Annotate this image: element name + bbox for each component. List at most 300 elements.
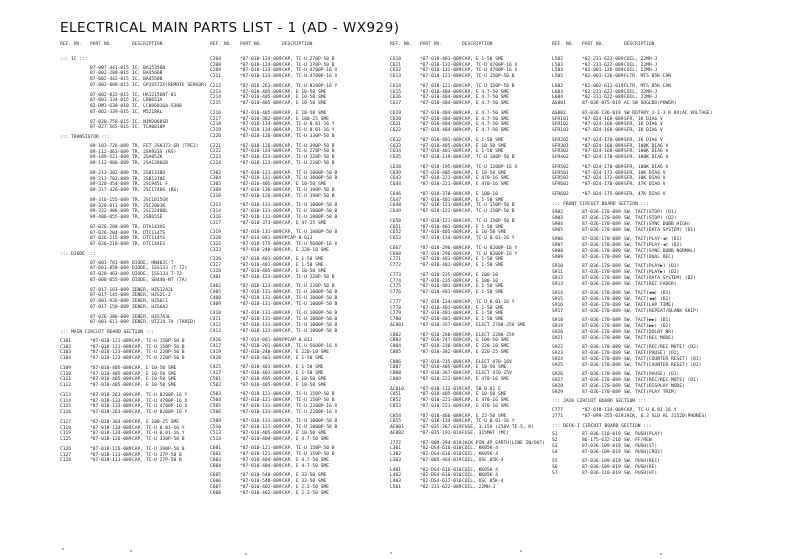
- ref-no: C617: [390, 101, 402, 106]
- ref-no: C222: [210, 149, 222, 155]
- description: CAP, E 4.7-50 SME: [282, 457, 330, 463]
- description: CAP, TC-U 0.01-16 Y: [132, 431, 185, 437]
- ref-no: C778: [390, 305, 402, 311]
- part-no: *87-024-170-089: [582, 137, 624, 143]
- description: CAP, E 4.7-50 SME: [282, 463, 330, 469]
- ref-no: ΔF802: [390, 430, 404, 436]
- description: COIL, OSC 85K-4: [462, 479, 504, 484]
- ref-no: C644: [390, 182, 402, 187]
- description: SFR, 10K DIA6 V: [624, 176, 666, 182]
- ref-no: C323: [210, 247, 222, 253]
- description: CAP, TC-U 390P-50 B: [282, 193, 335, 199]
- ref-no: C505: [210, 403, 222, 409]
- parts-row: [60, 437, 210, 443]
- part-no: 87-036-170-089: [582, 335, 621, 341]
- ref-no: C109: [60, 365, 72, 371]
- ref-no: C809: [390, 376, 402, 382]
- ref-no: L402: [390, 473, 402, 479]
- description: FUSE, 3.15A (250V TE-5, K): [462, 425, 534, 430]
- description: CAP, E 100-10: [462, 191, 498, 197]
- description: DIODE, 1SS133 T-72: [132, 272, 182, 277]
- ref-no: C779: [390, 311, 402, 317]
- ref-no: C620: [390, 116, 402, 122]
- section-heading: ::: DECK-I CIRCUIT BOARD SECTION :::: [552, 423, 652, 429]
- part-no: *87-010-247-089: [420, 338, 462, 344]
- description: TR, 2SA1286GR: [132, 161, 168, 166]
- ref-no: C639: [390, 170, 402, 176]
- ref-no: C127: [60, 452, 72, 458]
- ref-no: S6: [552, 465, 558, 470]
- ref-no: C802: [390, 332, 402, 338]
- description: CAP, E 10-50 SME: [132, 365, 177, 371]
- description: CAP, TC-U 8200P-16 Y: [132, 410, 188, 415]
- part-no: *87-010-221-089: [420, 398, 462, 403]
- description: IC, LB8651A: [132, 98, 163, 104]
- description: ZENER, HZS2C-2: [132, 293, 171, 299]
- description: SW, TACT(REPEAT/BLANK SKIP): [624, 308, 699, 314]
- ref-no: C504: [210, 398, 222, 403]
- parts-row: [390, 377, 540, 383]
- description: CAP, TC-U 4700P-16 X: [462, 68, 518, 74]
- ref-no: C320: [210, 236, 222, 241]
- description: CAP, TC-U 0.01-16 Y: [462, 419, 515, 425]
- part-no: *87-018-124-089: [240, 149, 282, 155]
- part-no: *87-018-131-089: [240, 203, 282, 209]
- ref-no: L504: [552, 68, 564, 74]
- description: CAP, E 470-16 SME: [462, 376, 510, 382]
- description: CAP, E 1-50 SME: [462, 224, 504, 230]
- part-no: 87-036-170-089: [582, 243, 621, 248]
- ref-no: C635: [390, 155, 402, 160]
- part-no: *82-DS4-616-010: [420, 452, 462, 457]
- description: CAP, E 4.7-50 SME: [282, 436, 330, 442]
- ref-no: C314: [210, 209, 222, 214]
- ref-no: C111: [60, 377, 72, 383]
- part-no: *87-010-260-089: [420, 332, 462, 338]
- description: CAP, TC-U 150P-50 B: [282, 452, 335, 457]
- ref-no: [60, 188, 90, 194]
- part-no: *87-018-131-089: [240, 230, 282, 236]
- parts-row: [210, 491, 360, 497]
- parts-row: [210, 248, 360, 254]
- part-no: 87-026-386-089: [90, 314, 129, 320]
- ref-no: C410: [210, 311, 222, 317]
- ref-no: C310: [210, 193, 222, 199]
- ref-no: C615: [390, 89, 402, 95]
- parts-row: [210, 302, 360, 308]
- description: CAP, E 22-50 SME: [462, 413, 507, 419]
- part-no: *87-010-404-089: [420, 101, 462, 106]
- description: CAP, E 100-25 SME: [132, 419, 180, 425]
- part-no: *87-010-404-089: [420, 116, 462, 122]
- description: CAP, E 1-50 SME: [282, 263, 324, 268]
- description: CAP, E 10-50 SME: [462, 143, 507, 149]
- part-no: *87-018-126-089: [90, 437, 132, 442]
- ref-no: L403: [390, 479, 402, 484]
- description: CAP, E 10-50 SME: [132, 383, 177, 388]
- part-no: *82-231-622-089: [582, 62, 624, 68]
- part-no: 87-002-339-015: [90, 109, 129, 115]
- description: SW, TACT(▶▶) (D1): [624, 318, 672, 324]
- part-no: *87-018-119-089: [420, 155, 462, 160]
- description: TR, 2SB1370E: [132, 176, 166, 182]
- ref-no: SFR602: [552, 182, 569, 187]
- part-no: 87-036-170-089: [582, 356, 621, 362]
- description: SW, TACT(STOP) (D2): [624, 216, 677, 221]
- description: CAP, TC-U 27P-50 B: [132, 452, 182, 458]
- description: COIL, KK85K-4: [462, 446, 498, 452]
- description: IC, BA15356N: [132, 65, 166, 71]
- part-no: *87-018-175-089: [240, 241, 282, 247]
- parts-row: [210, 410, 360, 416]
- ref-no: C775: [390, 284, 402, 290]
- part-no: *87-024-170-089: [582, 182, 624, 187]
- ref-no: C118: [60, 425, 72, 431]
- part-no: *87-010-404-089: [420, 122, 462, 128]
- ref-no: C638: [390, 164, 402, 170]
- description: SW, TACT(◀◀) (D1): [624, 291, 672, 297]
- ref-no: C619: [390, 110, 402, 116]
- part-no: 89-112-966-089: [90, 161, 129, 166]
- ref-no: C420: [210, 355, 222, 361]
- ref-no: C855: [390, 419, 402, 425]
- ref-no: C616: [390, 95, 402, 101]
- ref-no: C772: [390, 263, 402, 268]
- ref-no: C116: [60, 410, 72, 415]
- description: CAP, ELECT 2200-25V: [462, 332, 515, 338]
- part-no: 87-036-170-089: [582, 221, 621, 227]
- description: SFR, 100K DIA6 V: [624, 155, 669, 160]
- ref-no: C304: [210, 176, 222, 182]
- ref-no: C610: [390, 56, 402, 62]
- part-no: *87-018-131-089: [240, 322, 282, 328]
- ref-no: C774: [390, 278, 402, 284]
- part-no: 86-175-632-210: [582, 438, 621, 443]
- ref-no: C668: [390, 251, 402, 257]
- part-no: 87-001-334-015: [90, 98, 129, 104]
- ref-no: C427: [210, 371, 222, 376]
- ref-no: C509: [210, 419, 222, 425]
- ref-no: C614: [390, 83, 402, 89]
- ref-no: C126: [60, 446, 72, 452]
- description: CAP, E 100-25 SME: [282, 116, 330, 122]
- description: TR, 2SC945L F: [132, 182, 168, 188]
- description: COIL, KK85K-4: [462, 473, 498, 479]
- part-no: 87-036-170-089: [582, 237, 621, 243]
- parts-row: [552, 74, 702, 80]
- description: SW, TACT(DATA SYSTEM) (D2): [624, 275, 696, 281]
- part-no: 87-036-170-089: [582, 275, 621, 281]
- part-no: *87-018-296-089: [420, 251, 462, 257]
- page-mark: [520, 550, 522, 552]
- part-no: *87-018-123-089: [240, 274, 282, 280]
- part-no: *87-018-121-089: [420, 74, 462, 79]
- ref-no: C327: [210, 263, 222, 268]
- ref-no: S908: [552, 248, 564, 254]
- description: CAP, TC-U 4700P-16 X: [282, 74, 338, 79]
- parts-row: [552, 471, 702, 477]
- description: CAP, TC-U 4700P-16 X: [462, 62, 518, 68]
- description: COIL, 22MH-J: [624, 56, 658, 62]
- part-no: *87-010-401-089: [420, 257, 462, 263]
- part-no: 87-036-170-089: [582, 297, 621, 302]
- part-no: *87-018-133-089: [90, 404, 132, 410]
- description: ZENER, HZS12A2L: [132, 287, 174, 293]
- ref-no: SFR501: [552, 170, 569, 176]
- part-no: 87-036-170-089: [582, 383, 621, 389]
- part-no: 87-036-170-089: [582, 329, 621, 335]
- ref-no: ΔC801: [390, 322, 404, 328]
- description: SW, PUSH(HT): [624, 470, 658, 476]
- ref-no: SFR502: [552, 176, 569, 182]
- description: SFR, 1K DIA6 V: [624, 128, 663, 133]
- parts-row: [390, 431, 540, 437]
- description: CAP, TC-U 5600P-16 X: [282, 344, 338, 349]
- description: COIL, 22MH-J: [624, 95, 658, 101]
- part-no: *87-010-221-089: [420, 176, 462, 182]
- description: CAP, TC-U 150P-50 B: [132, 344, 185, 350]
- ref-no: S926: [552, 372, 564, 378]
- description: SFR, 1K DIA6 V: [624, 137, 663, 143]
- parts-row: [60, 83, 210, 89]
- parts-row: [210, 383, 360, 389]
- description: IC, HA12156NT-01: [132, 92, 177, 98]
- ref-no: C409: [210, 301, 222, 307]
- description: CAP, E 10-50 SME: [282, 382, 327, 388]
- part-no: *87-010-401-089: [420, 317, 462, 322]
- ref-no: C405: [210, 290, 222, 295]
- ref-no: C219: [210, 128, 222, 133]
- section-heading: ::: MAIN CIRCUIT BOARD SECTION :::: [60, 330, 155, 335]
- description: CAP, TC-U 150P-50 B: [462, 83, 515, 89]
- part-no: *87-010-404-089: [420, 95, 462, 101]
- parts-row: [60, 215, 210, 221]
- part-no: *87-024-168-089: [582, 116, 624, 122]
- part-no: *87-018-131-089: [240, 403, 282, 409]
- part-no: *82-231-622-089: [582, 89, 624, 95]
- ref-no: C649: [390, 209, 402, 214]
- part-no: *87-024-172-089: [582, 170, 624, 176]
- description: CAP, E 10-50 SME: [282, 89, 327, 95]
- part-no: *87-014-881-089: [240, 338, 282, 344]
- parts-column: [552, 42, 713, 477]
- page-title: ELECTRICAL MAIN PARTS LIST - 1 (AD - WX929): [60, 20, 400, 36]
- header-description: DESCRIPTION: [282, 42, 313, 47]
- ref-no: C854: [390, 413, 402, 419]
- ref-no: C652: [390, 230, 402, 236]
- ref-no: C776: [390, 290, 402, 295]
- part-no: 87-036-075-019: [582, 101, 621, 106]
- ref-no: SFR502: [552, 164, 569, 170]
- part-no: *82-002-611-019: [582, 83, 624, 89]
- description: TR, DTC114YS: [132, 236, 166, 242]
- description: IC, LC866016A-5300: [132, 104, 182, 109]
- description: CAP, TC-U 1000P-50 B: [282, 328, 338, 334]
- ref-no: C510: [210, 425, 222, 430]
- description: IC, BA4558B: [132, 77, 163, 82]
- description: FLTR, MTS 85K-CAN: [624, 74, 672, 79]
- ref-no: J772: [390, 440, 402, 446]
- parts-row: [390, 290, 540, 296]
- description: CAP, E 100-10: [462, 278, 498, 284]
- ref-no: C773: [390, 272, 402, 278]
- description: TR, 2SC2240BL: [132, 209, 168, 215]
- ref-no: C416: [210, 338, 222, 344]
- description: CAP, E 10-50 SME: [132, 377, 177, 383]
- parts-column: [60, 42, 210, 464]
- part-no: *87-010-404-089: [420, 89, 462, 95]
- part-no: 87-026-218-089: [90, 242, 129, 247]
- part-no: *87-018-131-089: [240, 301, 282, 307]
- description: CAP, TC-U 270P-50 B: [282, 149, 335, 155]
- parts-row: [60, 278, 210, 284]
- ref-no: C117: [60, 419, 72, 425]
- ref-no: S907: [552, 243, 564, 248]
- parts-row: [390, 350, 540, 356]
- ref-no: C607: [210, 484, 222, 490]
- description: TR, 2SC2001K: [132, 203, 166, 209]
- page-mark: [130, 550, 132, 552]
- part-no: 82-DM1-630-010: [90, 104, 129, 109]
- ref-no: C807: [390, 365, 402, 371]
- column-header: [210, 42, 360, 48]
- ref-no: SFR103: [552, 128, 569, 133]
- ref-no: S5: [552, 459, 558, 465]
- part-no: 87-001-783-089: [90, 260, 129, 266]
- parts-row: [390, 263, 540, 269]
- part-no: *87-018-113-089: [90, 458, 132, 464]
- description: CAP, E 10-50 SME: [282, 430, 327, 436]
- description: TR, DTA143XS: [132, 224, 166, 230]
- description: CAP, TC-U 1000P-50 B: [282, 290, 338, 295]
- parts-row: [210, 101, 360, 107]
- part-no: *87-018-121-089: [420, 83, 462, 89]
- description: CAP, TC-U 27P-50 B: [132, 458, 182, 464]
- description: CAP, TC-U 330P-50 B: [282, 133, 335, 139]
- part-no: *87-010-221-089: [420, 182, 462, 187]
- part-no: *87-018-133-089: [240, 68, 282, 74]
- header-description: DESCRIPTION: [624, 42, 655, 47]
- ref-no: SFR603: [552, 191, 569, 197]
- ref-no: C102: [60, 344, 72, 350]
- description: SW, TACT(DATA SYSTEM) (D1): [624, 227, 696, 233]
- description: CAP, TC-U 100P-50 B: [462, 155, 515, 160]
- ref-no: C218: [210, 122, 222, 128]
- part-no: 87-001-858-089: [90, 266, 129, 272]
- description: SW, TACT(REC/REC MUTE) (D1): [624, 378, 699, 383]
- description: CAP, E 1-50 SME: [282, 365, 324, 371]
- part-no: *87-018-123-089: [90, 356, 132, 361]
- description: SFR, 100K DIA6 V: [624, 164, 669, 170]
- part-no: *87-010-405-089: [420, 170, 462, 176]
- description: CAP, E 10-50 SME: [282, 376, 327, 382]
- parts-row: [60, 125, 210, 131]
- description: DIODE, 1SS133 (T-72): [132, 266, 188, 272]
- description: CAP, TC-U 8200P-16 Y: [462, 245, 518, 251]
- page-mark: [390, 552, 392, 554]
- ref-no: C667: [390, 245, 402, 251]
- ref-no: C115: [60, 404, 72, 410]
- part-no: *87-010-405-089: [420, 230, 462, 236]
- description: TR, 2SA933S (RS): [132, 149, 177, 155]
- part-no: *87-010-221-089: [420, 403, 462, 409]
- part-no: *87-024-175-089: [582, 191, 624, 197]
- description: SW, TACT(REC FADER): [624, 281, 677, 287]
- ref-no: J771: [552, 413, 564, 419]
- description: CAP, TC-U 150P-50 B: [282, 446, 335, 452]
- description: CAP, TC-U 1000P-50 B: [282, 301, 338, 307]
- description: CAP, E 1-50 SME: [462, 311, 504, 317]
- part-no: *87-010-404-089: [420, 110, 462, 116]
- ref-no: C212: [210, 83, 222, 89]
- description: CAP, E 4.7-50 SME: [462, 122, 510, 128]
- part-no: 87-026-215-089: [90, 236, 129, 242]
- description: SFR, 100K DIA6 V: [624, 143, 669, 149]
- description: CAP, ELECT 470-25V: [462, 371, 512, 376]
- description: CAP, TC-U 220P-50 B: [282, 274, 335, 280]
- description: CAP, TC-U 2200P-16 X: [282, 403, 338, 409]
- description: SW, TACT(PLAY TRIM): [624, 389, 677, 395]
- ref-no: C804: [390, 344, 402, 349]
- description: CAP, TC-U 1000P-50 B: [282, 419, 338, 425]
- description: SW, TACT(◀◀) (D2): [624, 297, 672, 302]
- description: SW, TACT(REC MODE): [624, 335, 674, 341]
- part-no: *87-018-121-089: [90, 338, 132, 344]
- ref-no: C211: [210, 74, 222, 79]
- description: TR, DTC144ES: [132, 242, 166, 247]
- part-no: *87-018-126-089: [240, 143, 282, 149]
- ref-no: C653: [390, 236, 402, 241]
- ref-no: L603: [552, 89, 564, 95]
- ref-no: L302: [390, 452, 402, 457]
- description: CAP, E 1-50 SME: [282, 257, 324, 263]
- ref-no: [60, 242, 90, 248]
- ref-no: S921: [552, 335, 564, 341]
- part-no: *87-024-172-089: [582, 176, 624, 182]
- ref-no: C112: [60, 383, 72, 388]
- part-no: *87-010-401-089: [420, 284, 462, 290]
- page-mark: [62, 548, 64, 550]
- part-no: *87-010-235-089: [420, 359, 462, 365]
- ref-no: ΔF801: [390, 425, 404, 430]
- part-no: 89-213-702-089: [90, 176, 129, 182]
- ref-no: C326: [210, 257, 222, 263]
- ref-no: C317: [210, 220, 222, 226]
- part-no: *82-DS4-616-010: [420, 446, 462, 452]
- description: CAP, TC-U 4700P-16 X: [132, 398, 188, 404]
- ref-no: S905: [552, 227, 564, 233]
- ref-no: C328: [210, 268, 222, 274]
- ref-no: S912: [552, 275, 564, 281]
- description: CAP, TC-U 150P-50 B: [462, 218, 515, 224]
- description: CAP, E 4.7-50 SME: [462, 95, 510, 101]
- part-no: *82-231-622-089: [582, 56, 624, 62]
- part-no: *82-DS4-616-010: [420, 467, 462, 473]
- part-no: *87-010-248-089: [240, 349, 282, 355]
- parts-row: [390, 458, 540, 464]
- ref-no: C851: [390, 392, 402, 398]
- part-no: 89-322-406-089: [90, 209, 129, 215]
- part-no: *87-018-134-089: [582, 408, 624, 413]
- description: CAP, TC-U 1000P-50 B: [282, 425, 338, 430]
- ref-no: S914: [552, 291, 564, 297]
- part-no: *82-DS4-616-010: [420, 473, 462, 479]
- part-no: *87-010-405-089: [420, 365, 462, 371]
- ref-no: C221: [210, 143, 222, 149]
- ref-no: C647: [390, 197, 402, 203]
- ref-no: C651: [390, 224, 402, 230]
- description: CAP, ELECT 470-16V: [462, 359, 512, 365]
